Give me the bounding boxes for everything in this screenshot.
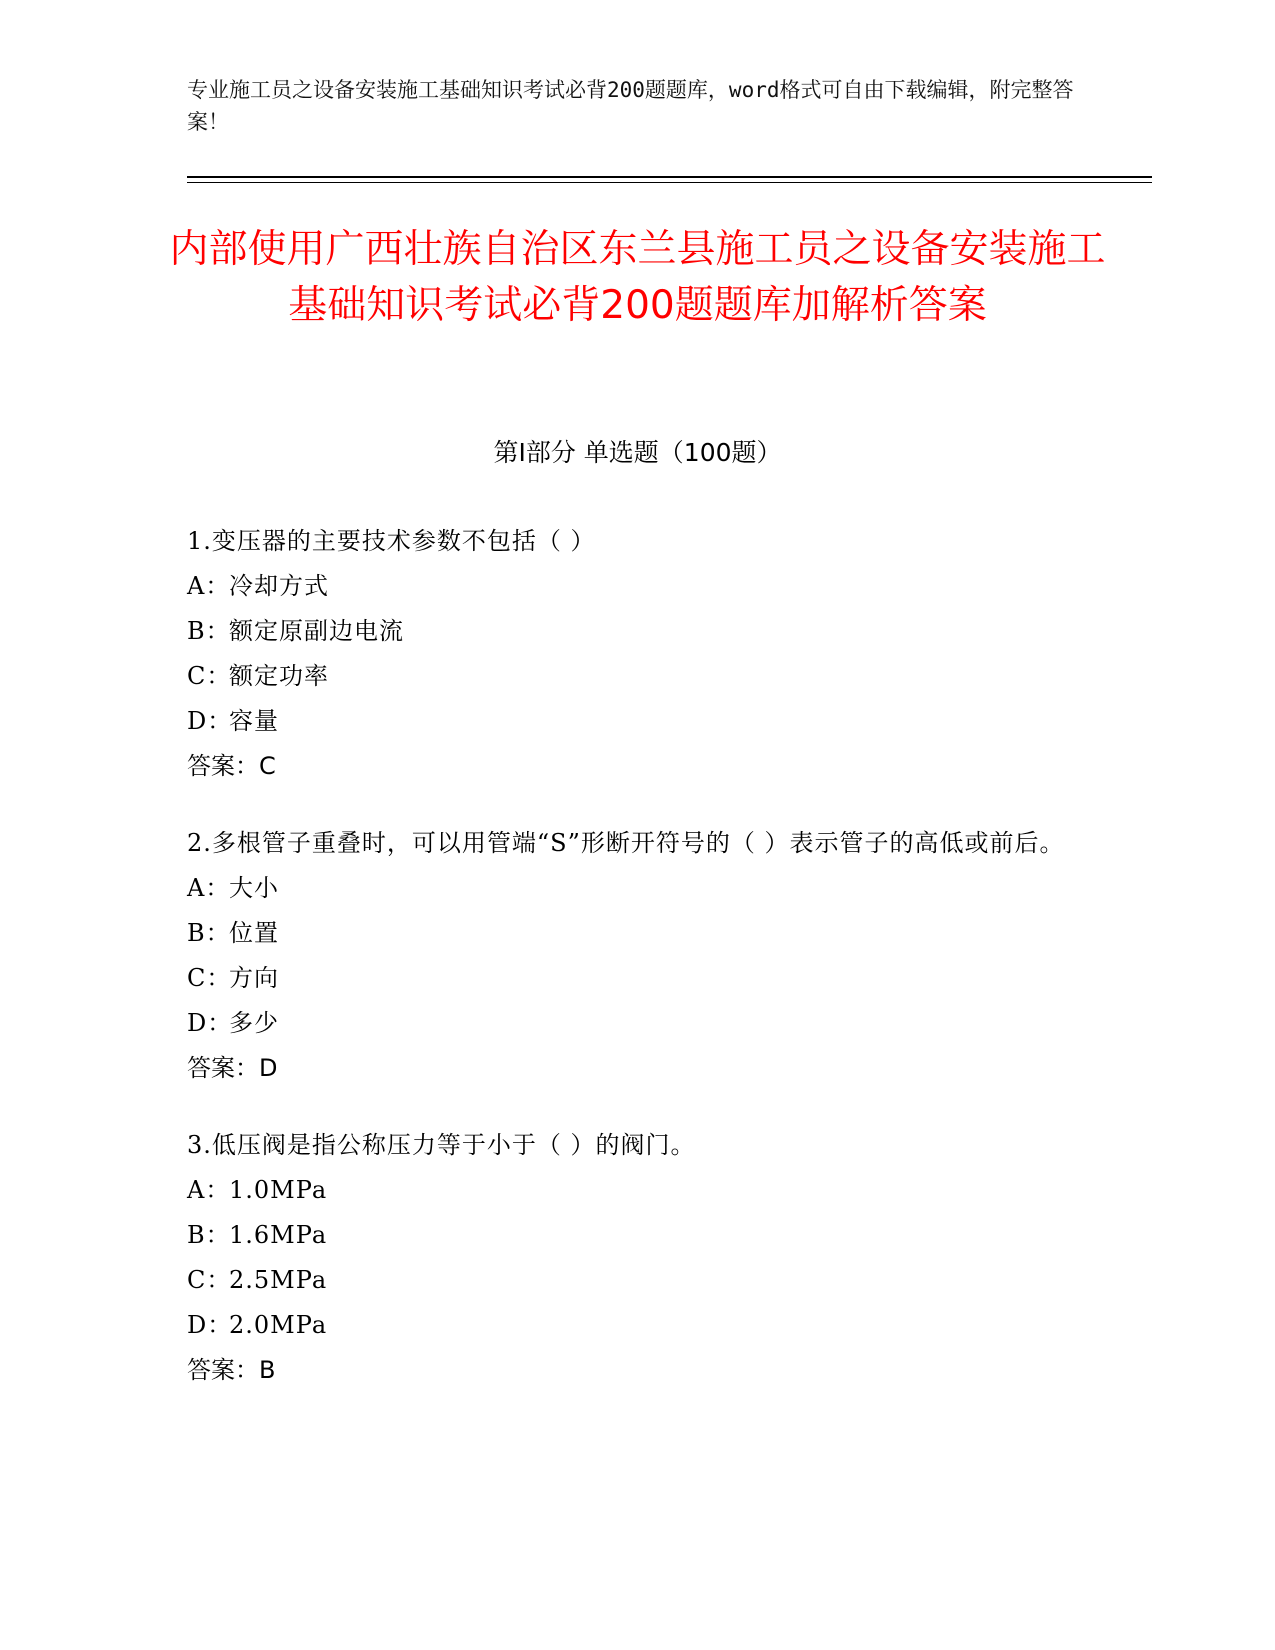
- answer-line: [187, 749, 1067, 783]
- option-text: 2.0MPa: [229, 1311, 328, 1339]
- option-text: 冷却方式: [229, 572, 329, 600]
- option-key: A：: [187, 874, 231, 902]
- option-c: [187, 1263, 1067, 1297]
- option-key: D：: [187, 707, 233, 735]
- option-a: [187, 871, 1067, 905]
- question-list: [187, 524, 1067, 1430]
- answer-value: D: [259, 1054, 278, 1082]
- option-text: 2.5MPa: [229, 1266, 328, 1294]
- question-text: 3.低压阀是指公称压力等于小于（ ）的阀门。: [187, 1131, 696, 1159]
- answer-label: 答案：: [187, 752, 259, 780]
- answer-value: B: [259, 1356, 276, 1384]
- option-text: 额定原副边电流: [229, 617, 404, 645]
- question-text: 1.变压器的主要技术参数不包括（ ）: [187, 527, 596, 555]
- section-heading: 第I部分 单选题（100题）: [493, 438, 782, 467]
- option-d: [187, 1308, 1067, 1342]
- option-a: [187, 1173, 1067, 1207]
- header-note: 专业施工员之设备安装施工基础知识考试必背200题题库，word格式可自由下载编辑，附完整答案！: [187, 78, 1074, 134]
- answer-label: 答案：: [187, 1054, 259, 1082]
- option-text: 多少: [229, 1009, 279, 1037]
- option-key: C：: [187, 662, 232, 690]
- document-title: 内部使用广西壮族自治区东兰县施工员之设备安装施工基础知识考试必背200题题库加解析答案: [169, 227, 1106, 328]
- option-key: B：: [187, 1221, 231, 1249]
- option-text: 位置: [229, 919, 279, 947]
- option-d: [187, 1006, 1067, 1040]
- answer-value: C: [259, 752, 276, 780]
- question-3: [187, 1128, 1067, 1387]
- option-b: [187, 1218, 1067, 1252]
- option-key: A：: [187, 1176, 231, 1204]
- answer-label: 答案：: [187, 1356, 259, 1384]
- question-text: 2.多根管子重叠时，可以用管端“S”形断开符号的（ ）表示管子的高低或前后。: [187, 829, 1065, 857]
- option-key: B：: [187, 919, 231, 947]
- option-text: 方向: [229, 964, 279, 992]
- answer-line: [187, 1051, 1067, 1085]
- question-1: [187, 524, 1067, 783]
- option-b: [187, 916, 1067, 950]
- option-key: C：: [187, 1266, 232, 1294]
- question-2: [187, 826, 1067, 1085]
- option-text: 大小: [229, 874, 279, 902]
- option-text: 额定功率: [229, 662, 329, 690]
- answer-line: [187, 1353, 1067, 1387]
- option-key: D：: [187, 1009, 233, 1037]
- header-divider: [187, 176, 1152, 183]
- option-c: [187, 659, 1067, 693]
- option-text: 1.6MPa: [229, 1221, 328, 1249]
- option-b: [187, 614, 1067, 648]
- option-d: [187, 704, 1067, 738]
- option-key: C：: [187, 964, 232, 992]
- option-key: B：: [187, 617, 231, 645]
- option-a: [187, 569, 1067, 603]
- option-text: 容量: [229, 707, 279, 735]
- option-key: A：: [187, 572, 231, 600]
- option-key: D：: [187, 1311, 233, 1339]
- option-text: 1.0MPa: [229, 1176, 328, 1204]
- option-c: [187, 961, 1067, 995]
